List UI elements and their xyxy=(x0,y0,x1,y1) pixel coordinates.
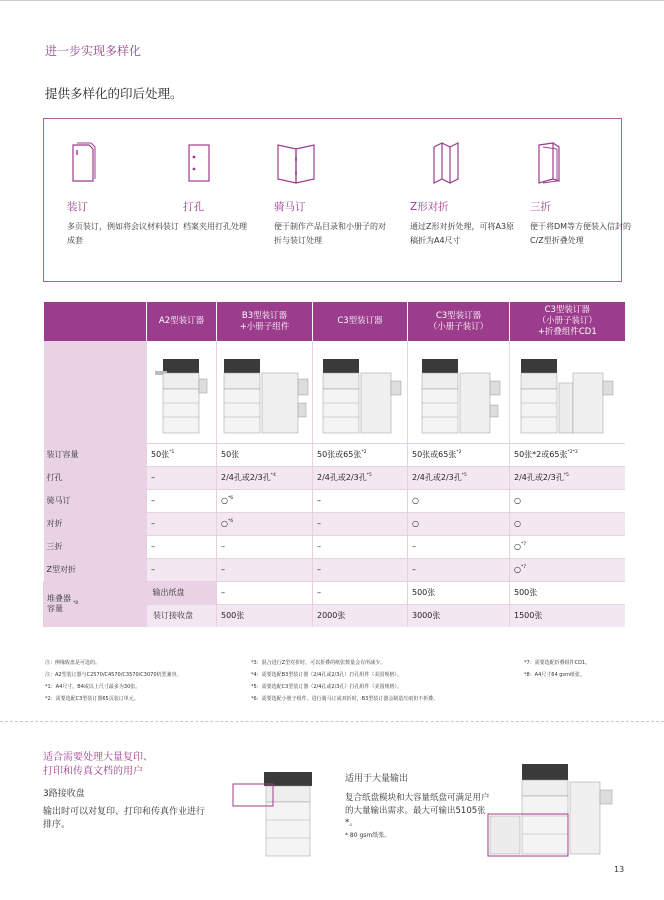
cell-value: ○ xyxy=(412,496,419,505)
printer-machine-image xyxy=(151,353,213,437)
column-title: C3型装订器 （小册子装订） xyxy=(428,310,489,332)
stacker-label xyxy=(44,581,147,627)
cell-value: – xyxy=(151,542,155,551)
table-cell xyxy=(408,443,510,466)
booklet-icon xyxy=(274,141,318,185)
cell-value: – xyxy=(317,496,321,505)
tray-subtitle: 3路接收盘 xyxy=(43,789,85,799)
cell-value: ○ xyxy=(412,519,419,528)
table-cell xyxy=(510,443,625,466)
stacker-label-text: 堆叠器容量 xyxy=(47,594,71,614)
spec-row xyxy=(44,558,625,581)
page-number: 13 xyxy=(614,865,625,874)
stacker-note: *8 xyxy=(73,601,79,607)
machine-image-cell xyxy=(313,341,408,443)
spec-row xyxy=(44,489,625,512)
cell-value: – xyxy=(151,519,155,528)
table-header-blank xyxy=(44,302,147,341)
footnote: *1：A4尺寸。B4或以上尺寸最多为30张。 xyxy=(45,684,141,690)
mfp-with-tray-image xyxy=(232,768,332,858)
table-cell xyxy=(510,558,625,581)
cell-value: ○ xyxy=(514,496,521,505)
feature-desc: 便于将DM等方便装入信封的C/Z型折叠处理 xyxy=(530,222,632,245)
cell-footnote-ref: *2 xyxy=(456,450,462,455)
high-volume-desc: 复合纸盘模块和大容量纸盘可满足用户的大量输出需求。最大可输出5105张*。 xyxy=(345,793,490,828)
high-volume-title: 适用于大量输出 xyxy=(345,774,409,784)
cell-footnote-ref: *7 xyxy=(520,565,527,570)
image-row-label xyxy=(44,341,147,443)
cell-value: 50张或65张 xyxy=(317,450,362,459)
table-cell xyxy=(510,466,625,489)
cell-value: 2/4孔或2/3孔 xyxy=(412,473,462,482)
footnote: *2：需要选配C3型装订器65页装订单元。 xyxy=(45,696,139,702)
cell-value: 2/4孔或2/3孔 xyxy=(514,473,564,482)
z-fold-icon xyxy=(430,141,460,185)
table-cell xyxy=(313,443,408,466)
table-cell xyxy=(313,512,408,535)
table-cell xyxy=(510,512,625,535)
footnote: 注：例缘收盘是可选的。 xyxy=(45,660,101,666)
table-cell: 500张 xyxy=(408,581,510,604)
column-title: A2型装订器 xyxy=(158,316,205,326)
feature-desc: 多页装订，例如将会议材料装订成套 xyxy=(67,222,179,245)
cell-footnote-ref: *4 xyxy=(270,473,276,478)
feature-name: Z形对折 xyxy=(410,201,449,213)
high-volume-note: * 80 gsm纸张。 xyxy=(345,832,391,839)
cell-footnote-ref: *2 xyxy=(361,450,367,455)
cell-value: – xyxy=(412,542,416,551)
cell-value: – xyxy=(317,565,321,574)
cell-footnote-ref: *7 xyxy=(520,542,527,547)
cell-value: 50张 xyxy=(221,450,240,459)
table-cell: 500张 xyxy=(217,604,313,627)
footnote: *3：混合进行Z型对折时，可以折叠的纸张数量会有所减少。 xyxy=(251,660,386,666)
printer-machine-image xyxy=(315,353,405,437)
tri-fold-icon xyxy=(533,141,563,185)
stacker-sub-label: 输出纸盘 xyxy=(147,581,217,604)
footnote: *4：需要选配B3型装订器（2/4孔或2/3孔）打孔组件（美国规格）。 xyxy=(251,672,402,678)
table-cell xyxy=(147,443,217,466)
table-header xyxy=(408,302,510,341)
table-cell xyxy=(217,466,313,489)
punch-icon xyxy=(183,141,213,185)
table-cell xyxy=(313,466,408,489)
spec-row xyxy=(44,443,625,466)
table-cell xyxy=(313,558,408,581)
stacker-sub-label: 装订接收盘 xyxy=(147,604,217,627)
cell-value: 2/4孔或2/3孔 xyxy=(221,473,271,482)
footnotes-col3 xyxy=(524,657,624,681)
footnotes-col1 xyxy=(45,657,245,705)
feature-name: 三折 xyxy=(530,201,551,213)
cell-footnote-ref: *6 xyxy=(227,519,234,524)
table-cell: 1500张 xyxy=(510,604,625,627)
section-divider xyxy=(0,721,664,722)
row-label: 骑马订 xyxy=(44,489,147,512)
table-cell: 2000张 xyxy=(313,604,408,627)
staple-icon xyxy=(67,141,97,185)
finisher-spec-table xyxy=(43,302,625,627)
feature-desc: 档案夹用打孔处理 xyxy=(183,222,247,231)
column-title: B3型装订器 +小册子组件 xyxy=(239,310,290,332)
feature-name: 装订 xyxy=(67,201,88,213)
table-cell: 500张 xyxy=(510,581,625,604)
feature-name: 骑马订 xyxy=(274,201,306,213)
printer-machine-image xyxy=(414,353,504,437)
feature-desc: 通过Z形对折处理，可将A3原稿折为A4尺寸 xyxy=(410,222,515,245)
page-subtitle: 提供多样化的印后处理。 xyxy=(45,86,183,101)
table-cell xyxy=(217,535,313,558)
cell-value: ○ xyxy=(514,519,521,528)
table-cell xyxy=(408,489,510,512)
top-rule xyxy=(0,0,664,1)
cell-value: – xyxy=(317,519,321,528)
footnote: *7：需要选配折叠组件CD1。 xyxy=(524,660,591,666)
machine-image-cell xyxy=(510,341,625,443)
cell-value: 50张或65张 xyxy=(412,450,457,459)
mfp-high-capacity-image xyxy=(486,760,616,858)
stacker-row-output-tray xyxy=(44,581,625,604)
footnote: *6：需要选配小册子组件。进行骑马订或双折时，B3型装订器会制造压痕但不折叠。 xyxy=(251,696,439,702)
table-cell xyxy=(408,466,510,489)
column-title: C3型装订器 （小册子装订） +折叠组件CD1 xyxy=(537,305,597,337)
table-cell xyxy=(147,466,217,489)
table-cell: – xyxy=(313,581,408,604)
table-cell xyxy=(217,512,313,535)
row-label: 打孔 xyxy=(44,466,147,489)
machine-image-cell xyxy=(217,341,313,443)
printer-machine-image xyxy=(517,353,617,437)
cell-value: 50张*2或65张 xyxy=(514,450,568,459)
tray-description: 输出时可以对复印、打印和传真作业进行排序。 xyxy=(43,807,206,830)
table-cell: – xyxy=(217,581,313,604)
section-title: 进一步实现多样化 xyxy=(45,44,142,58)
cell-value: – xyxy=(317,542,321,551)
table-cell xyxy=(147,512,217,535)
cell-value: – xyxy=(221,565,225,574)
table-cell xyxy=(217,443,313,466)
machine-image-cell xyxy=(147,341,217,443)
table-cell xyxy=(408,512,510,535)
cell-value: – xyxy=(151,473,155,482)
title-line: 打印和传真文档的用户 xyxy=(43,766,143,777)
table-header xyxy=(510,302,625,341)
title-line: 适合需要处理大量复印、 xyxy=(43,752,153,763)
table-cell: 3000张 xyxy=(408,604,510,627)
machine-image-cell xyxy=(408,341,510,443)
table-header xyxy=(217,302,313,341)
feature-desc: 便于制作产品目录和小册子的对折与装订处理 xyxy=(274,222,386,245)
column-title: C3型装订器 xyxy=(337,316,383,326)
table-header xyxy=(147,302,217,341)
cell-value: 50张 xyxy=(151,450,170,459)
finishing-features-box xyxy=(43,118,632,282)
printer-machine-image xyxy=(220,353,310,437)
cell-value: ○ xyxy=(514,565,521,574)
table-header xyxy=(313,302,408,341)
footnote: 注：A2型装订器与C2570/C4570/C3570/C3070机型兼容。 xyxy=(45,672,182,678)
spec-row xyxy=(44,466,625,489)
table-cell xyxy=(147,535,217,558)
spec-row xyxy=(44,535,625,558)
cell-value: ○ xyxy=(221,496,228,505)
footnote: *8：A4尺寸64 gsm纸张。 xyxy=(524,672,585,678)
cell-footnote-ref: *1 xyxy=(169,450,175,455)
table-cell xyxy=(313,535,408,558)
cell-value: ○ xyxy=(514,542,521,551)
cell-footnote-ref: *5 xyxy=(366,473,372,478)
table-cell xyxy=(217,489,313,512)
table-cell xyxy=(408,558,510,581)
row-label: 装订容量 xyxy=(44,443,147,466)
cell-value: – xyxy=(412,565,416,574)
footnote: *5：需要选配C3型装订器（2/4孔或2/3孔）打孔组件（美国规格）。 xyxy=(251,684,402,690)
cell-value: 2/4孔或2/3孔 xyxy=(317,473,367,482)
cell-footnote-ref: *2*3 xyxy=(567,450,578,455)
cell-value: – xyxy=(221,542,225,551)
footnotes-col2 xyxy=(251,657,521,705)
bulk-user-title xyxy=(43,751,153,779)
cell-value: – xyxy=(151,565,155,574)
row-label: 三折 xyxy=(44,535,147,558)
row-label: 对折 xyxy=(44,512,147,535)
table-cell xyxy=(510,535,625,558)
cell-value: – xyxy=(151,496,155,505)
table-cell xyxy=(408,535,510,558)
table-cell xyxy=(147,558,217,581)
cell-value: ○ xyxy=(221,519,228,528)
cell-footnote-ref: *5 xyxy=(563,473,569,478)
cell-footnote-ref: *6 xyxy=(227,496,234,501)
cell-footnote-ref: *5 xyxy=(461,473,467,478)
table-cell xyxy=(147,489,217,512)
row-label: Z型对折 xyxy=(44,558,147,581)
table-cell xyxy=(313,489,408,512)
feature-name: 打孔 xyxy=(183,201,204,213)
spec-row xyxy=(44,512,625,535)
table-cell xyxy=(217,558,313,581)
table-cell xyxy=(510,489,625,512)
